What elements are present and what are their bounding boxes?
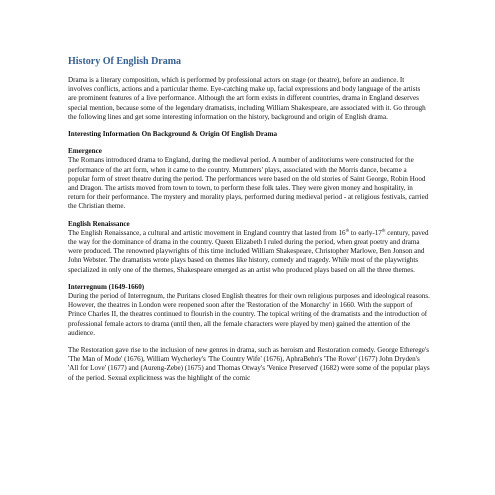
emergence-paragraph: The Romans introduced drama to England, during the medieval period. A number of auditoriums were constructed for the performance of the art form, when it came to the country. Mummers' plays, associated with the Morris dance, became a popular form of street theatre during the period. The performances were based on the old stories of Saint George, Robin Hood and Dragon. The artists moved from town to town, to perform these folk tales. They were given money and hospitality, in return for their performance. The mystery and morality plays, performed during medieval period - at religious festivals, carried the Christian theme.: [68, 156, 429, 211]
main-heading: Interesting Information On Background & Origin Of English Drama: [68, 130, 278, 139]
restoration-paragraph: The Restoration gave rise to the inclusion of new genres in drama, such as heroism and Restoration comedy. George Etherege's 'The Man of Mode' (1676), William Wycherley's 'The Country Wife' (1676), AphraBehn's 'The Rover' (1677) John Dryden's 'All for Love' (1677) and (Aureng-Zebe) (1675) and Thomas Otway's 'Venice Preserved' (1682) were some of the popular plays of the period. Sexual explicitness was the highlight of the comic: [68, 346, 430, 382]
ordinal-superscript-1: th: [345, 227, 350, 233]
renaissance-section: [68, 220, 430, 275]
renaissance-heading: English Renaissance: [68, 219, 130, 228]
document-page: [68, 56, 430, 383]
emergence-heading: Emergence: [68, 147, 102, 156]
ordinal-superscript-2: th: [381, 227, 386, 233]
intro-paragraph: Drama is a literary composition, which is performed by professional actors on stage (or theatre), before an audience. It involves conflicts, actions and a particular theme. Eye-catching make up, facial expressions and body language of the artists are prominent features of a live performance. Although the art form exists in different countries, drama in England deserves special mention, because some of the legendary dramatists, including William Shakespeare, are associated with it. Go through the following lines and get some interesting information on the history, background and origin of English drama.: [68, 76, 426, 121]
renaissance-text-2: to early-17: [349, 228, 382, 237]
emergence-section: [68, 147, 430, 211]
renaissance-text-1: The English Renaissance, a cultural and artistic movement in England country that lasted from 16: [68, 228, 346, 237]
interregnum-section: [68, 283, 430, 338]
renaissance-text-3: century, paved the way for the dominance of drama in the country. Queen Elizabeth I ruled during the period, when great poetry and drama were produced. The renowned playwrights of this time included William Shakespeare, Christopher Marlowe, Ben Jonson and John Webster. The dramatists wrote plays based on themes like history, comedy and tragedy. While most of the playwrights specialized in only one of the themes, Shakespeare emerged as an artist who produced plays based on all the three themes.: [68, 228, 429, 274]
interregnum-paragraph: During the period of Interregnum, the Puritans closed English theatres for their own religious purposes and ideological reasons. However, the theatres in London were reopened soon after the 'Restoration of the Monarchy' in 1660. With the support of Prince Charles II, the theatres continued to flourish in the country. The topical writing of the dramatists and the introduction of professional female actors to drama (until then, all the female characters were played by men) gained the attention of the audience.: [68, 292, 430, 337]
renaissance-paragraph: [68, 229, 430, 275]
interregnum-heading: Interregnum (1649-1660): [68, 282, 145, 291]
document-title: History Of English Drama: [68, 56, 182, 67]
